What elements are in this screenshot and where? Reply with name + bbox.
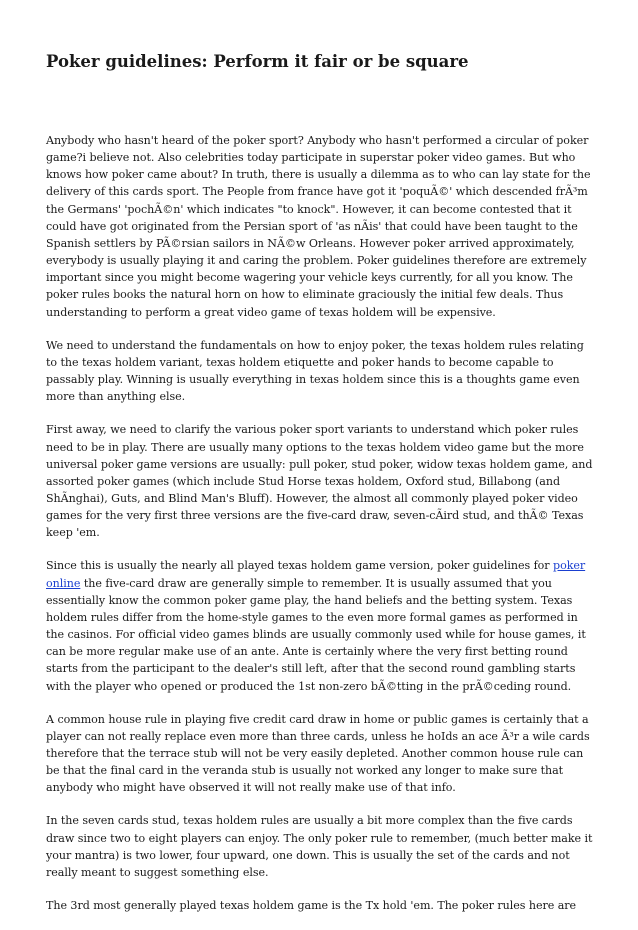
paragraph-4-text-after: the five-card draw are generally simple to remember. It is usually assumed that you essentially know the common poker game play, the hand beliefs and the betting system. Texas holdem rules differ from the home-style games to the even more formal games as performed in the casinos. For official video games blinds are usually commonly used while for house games, it can be more regular make use of an ante. Ante is certainly where the very first betting round starts from the participant to the dealer's still left, after that the second round gambling starts with the player who opened or produced the 1st non-zero bÃ©tting in the prÃ©ceding round. xyxy=(46,576,586,693)
paragraph-7: The 3rd most generally played texas holdem game is the Tx hold 'em. The poker rules here are xyxy=(46,899,577,913)
paragraph-1: Anybody who hasn't heard of the poker sport? Anybody who hasn't performed a circular of poker game?i believe not. Also celebrities today participate in superstar poker video games. But who knows how poker came about? In truth, there is usually a dilemma as to who can lay state for the delivery of this cards sport. The People from france have got it 'poquÃ©' which descended frÃ³m the Germans' 'pochÃ©n' which indicates "to knock". However, it can become contested that it could have got originated from the Persian sport of 'as nÃis' that could have been taught to the Spanish settlers by PÃ©rsian sailors in NÃ©w Orleans. However poker arrived approximately, everybody is usually playing it and caring the problem. Poker guidelines therefore are extremely important since you might become wagering your vehicle keys currently, for all you know. The poker rules books the natural horn on how to eliminate graciously the initial few deals. Thus understanding to perform a great video game of texas holdem will be expensive. xyxy=(46,134,591,319)
paragraph-3: First away, we need to clarify the various poker sport variants to understand which poker rules need to be in play. There are usually many options to the texas holdem video game but the more universal poker game versions are usually: pull poker, stud poker, widow texas holdem game, and assorted poker games (which include Stud Horse texas holdem, Oxford stud, Billabong (and ShÃnghai), Guts, and Blind Man's Bluff). However, the almost all commonly played poker video games for the very first three versions are the five-card draw, seven-cÃird stud, and thÃ© Texas keep 'em. xyxy=(46,423,593,540)
paragraph-6: In the seven cards stud, texas holdem rules are usually a bit more complex than the five cards draw since two to eight players can enjoy. The only poker rule to remember, (much better make it your mantra) is two lower, four upward, one down. This is usually the set of the cards and not really meant to suggest something else. xyxy=(46,814,593,879)
page-title: Poker guidelines: Perform it fair or be square xyxy=(46,52,469,71)
paragraph-4 xyxy=(46,557,594,694)
paragraph-2: We need to understand the fundamentals on how to enjoy poker, the texas holdem rules relating to the texas holdem variant, texas holdem etiquette and poker hands to become capable to passably play. Winning is usually everything in texas holdem since this is a thoughts game even more than anything else. xyxy=(46,338,584,404)
poker-online-link[interactable]: poker online xyxy=(46,559,586,590)
paragraph-5: A common house rule in playing five credit card draw in home or public games is certainly that a player can not really replace even more than three cards, unless he hoIds an ace Ã³r a wile cards therefore that the terrace stub will not be very easily depleted. Another common house rule can be that the final card in the veranda stub is usually not worked any longer to make sure that anybody who might have observed it will not really make use of that info. xyxy=(46,712,590,795)
paragraph-4-text-before: Since this is usually the nearly all played texas holdem game version, poker guidelines for xyxy=(46,559,554,573)
document-page xyxy=(46,52,594,930)
